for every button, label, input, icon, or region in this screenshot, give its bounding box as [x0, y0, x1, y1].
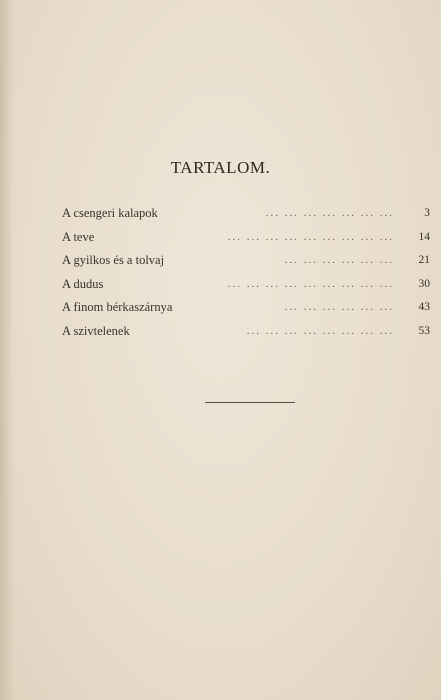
- toc-entry: [62, 276, 432, 300]
- toc-leader-dots: ... ... ... ... ... ... ... ... ...: [227, 230, 394, 243]
- toc-leader-dots: ... ... ... ... ... ...: [284, 301, 394, 314]
- toc-page-number: 21: [418, 254, 430, 267]
- toc-entry: [62, 323, 432, 347]
- section-divider-rule: [205, 402, 295, 403]
- toc-entry: [62, 252, 432, 276]
- toc-page-number: 30: [418, 277, 430, 290]
- toc-entry: [62, 229, 432, 253]
- toc-entry-title: A gyilkos és a tolvaj: [62, 253, 165, 268]
- toc-page-number: 3: [424, 207, 430, 219]
- toc-leader-dots: ... ... ... ... ... ... ... ... ...: [227, 277, 394, 290]
- table-of-contents: [62, 205, 432, 347]
- toc-entry-title: A szivtelenek: [62, 323, 130, 338]
- toc-entry-title: A csengeri kalapok: [62, 206, 158, 220]
- toc-entry-title: A dudus: [62, 276, 104, 291]
- toc-leader-dots: ... ... ... ... ... ... ...: [265, 207, 394, 219]
- toc-page-number: 53: [418, 324, 430, 337]
- page-title: TARTALOM.: [170, 158, 271, 177]
- toc-entry: [62, 205, 432, 229]
- toc-leader-dots: ... ... ... ... ... ...: [284, 254, 394, 267]
- page-gutter-shadow: [0, 0, 14, 700]
- toc-leader-dots: ... ... ... ... ... ... ... ...: [246, 324, 394, 337]
- toc-entry: [62, 299, 432, 323]
- toc-page-number: 14: [418, 230, 430, 243]
- toc-entry-title: A teve: [62, 229, 95, 244]
- toc-page-number: 43: [418, 301, 430, 314]
- toc-entry-title: A finom bérkaszárnya: [62, 300, 173, 315]
